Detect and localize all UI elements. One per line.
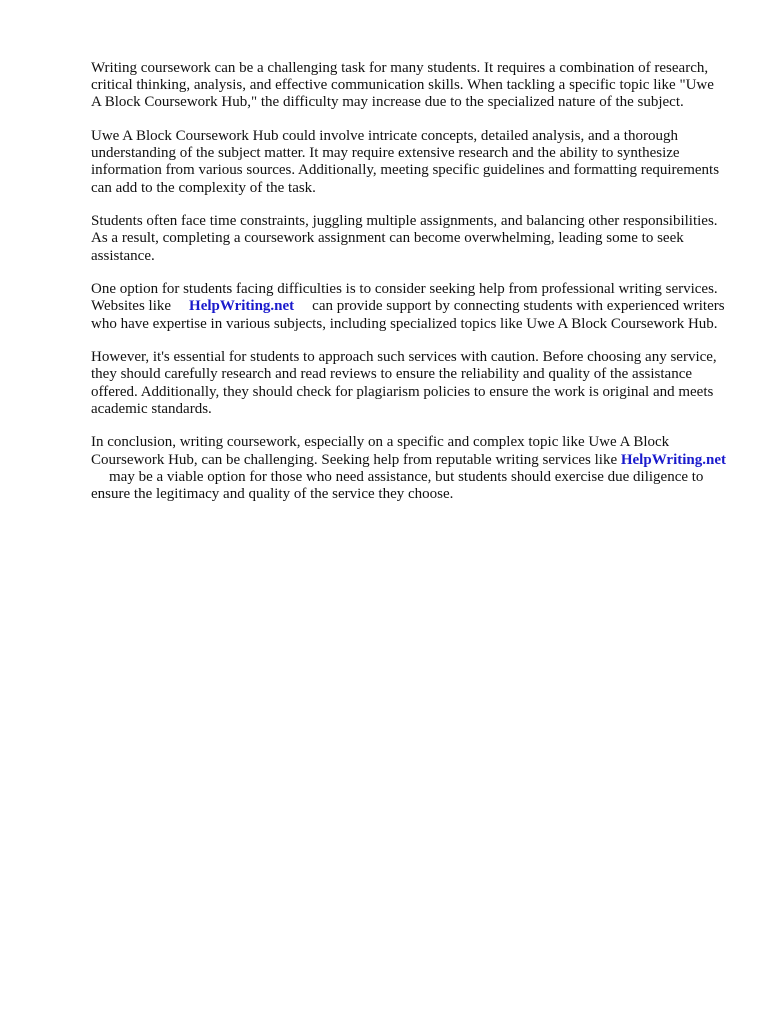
helpwriting-link-conclusion[interactable]: HelpWriting.net — [620, 451, 726, 468]
paragraph-option-text-before: One option for students facing difficulties is to consider seeking help from professional writing services. Websites like — [91, 281, 718, 315]
paragraph-conclusion — [91, 434, 726, 503]
document-body — [91, 60, 726, 520]
paragraph-option-text-after: can provide support by connecting students with experienced writers who have expertise in various subjects, including specialized topics like Uwe A Block Coursework Hub. — [91, 298, 725, 332]
paragraph-option — [91, 281, 726, 333]
paragraph-conclusion-text-after: may be a viable option for those who need assistance, but students should exercise due diligence to ensure the legitimacy and quality of the service they choose. — [91, 468, 704, 503]
helpwriting-link[interactable]: HelpWriting.net — [189, 298, 295, 315]
paragraph-caution: However, it's essential for students to approach such services with caution. Before choosing any service, they should carefully research and read reviews to ensure the reliability and quality of the assistance offered. Additionally, they should check for plagiarism policies to ensure the work is original and meets academic standards. — [91, 349, 717, 417]
paragraph-conclusion-text-before: In conclusion, writing coursework, especially on a specific and complex topic like Uwe A Block Coursework Hub, can be challenging. Seeking help from reputable writing services like — [91, 434, 670, 468]
paragraph-constraints: Students often face time constraints, juggling multiple assignments, and balancing other responsibilities. As a result, completing a coursework assignment can become overwhelming, leading some to seek assistance. — [91, 213, 718, 264]
paragraph-intro: Writing coursework can be a challenging task for many students. It requires a combination of research, critical thinking, analysis, and effective communication skills. When tackling a specific topic like "Uwe A Block Coursework Hub," the difficulty may increase due to the specialized nature of the subject. — [91, 60, 714, 111]
paragraph-complexity: Uwe A Block Coursework Hub could involve intricate concepts, detailed analysis, and a thorough understanding of the subject matter. It may require extensive research and the ability to synthesize information from various sources. Additionally, meeting specific guidelines and formatting requirements can add to the complexity of the task. — [91, 128, 720, 196]
